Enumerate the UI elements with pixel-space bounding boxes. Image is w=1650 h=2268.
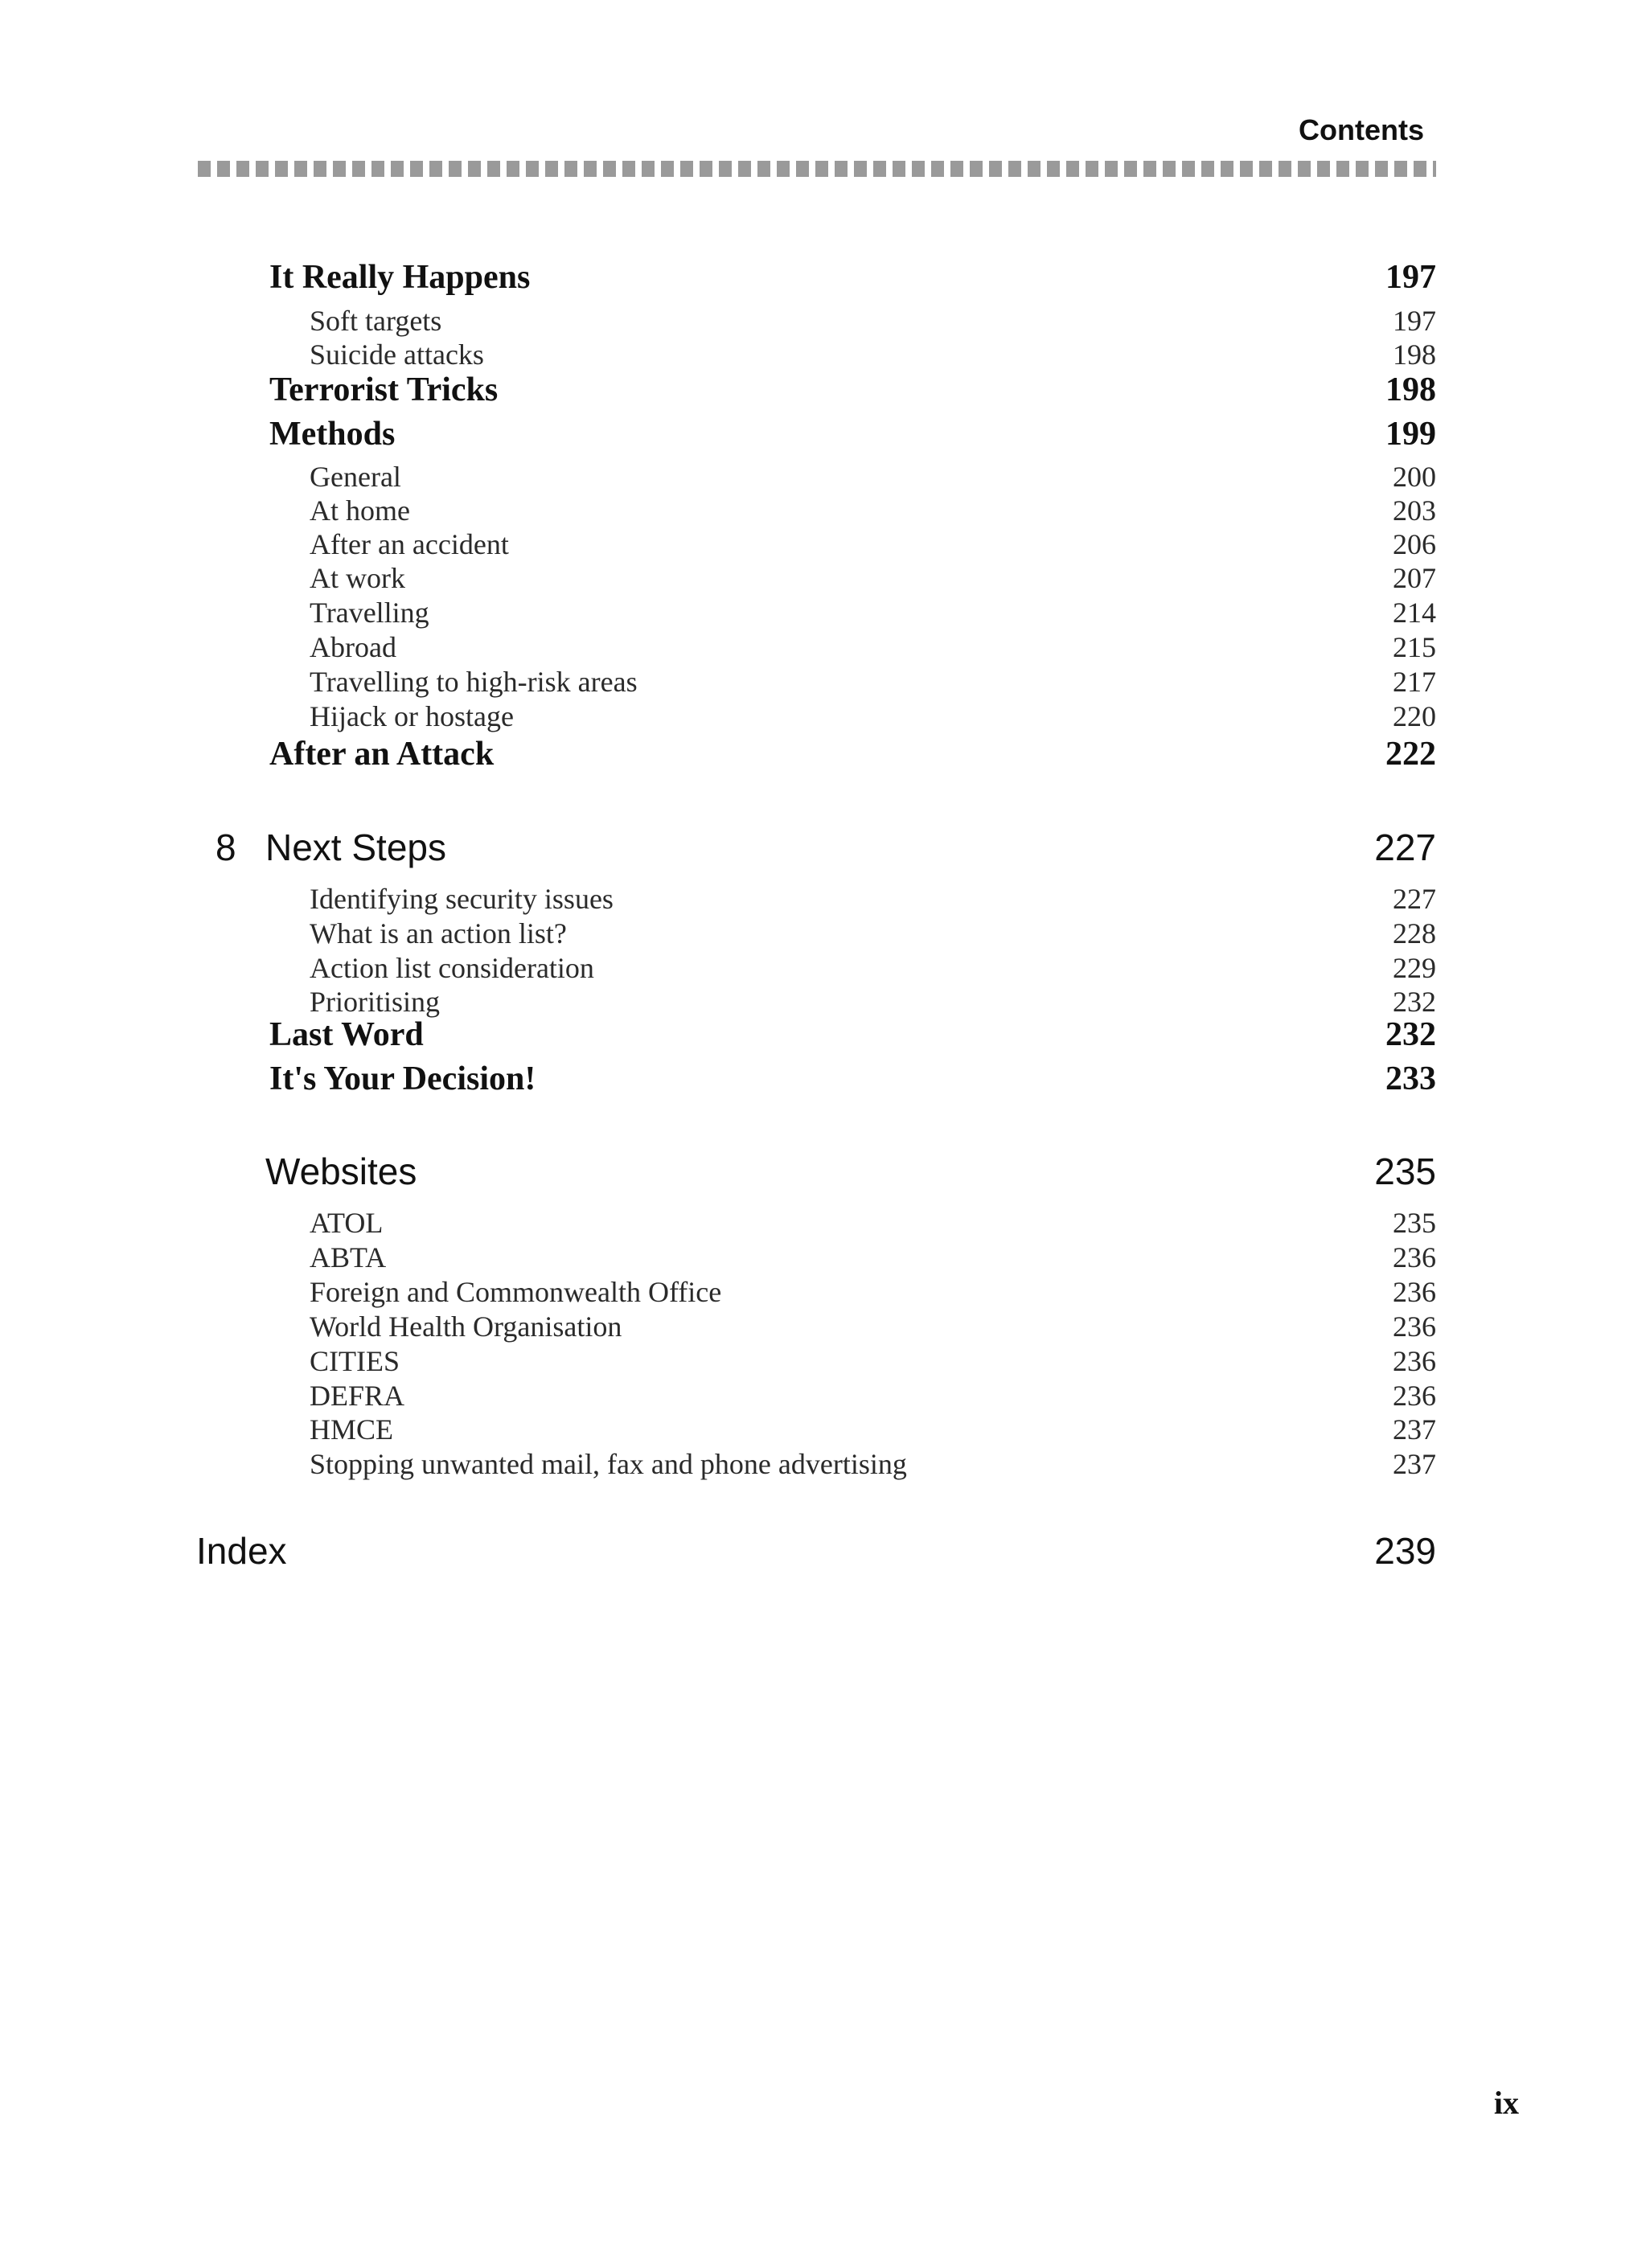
toc-entry-page: 233 [1385, 1060, 1436, 1097]
toc-entry-page: 198 [1393, 338, 1436, 371]
toc-entry-title: Hijack or hostage [310, 700, 514, 732]
toc-entry-page: 232 [1385, 1016, 1436, 1053]
toc-index-title: Index [196, 1530, 287, 1572]
toc-entry-page: 236 [1393, 1380, 1436, 1412]
toc-entry-page: 197 [1393, 305, 1436, 337]
toc-entry-title: Suicide attacks [310, 338, 484, 371]
toc-entry-page: 222 [1385, 736, 1436, 773]
toc-entry-title: Stopping unwanted mail, fax and phone advertising [310, 1448, 907, 1480]
toc-entry-page: 207 [1393, 562, 1436, 594]
running-header-title: Contents [1299, 113, 1424, 146]
toc-entry-title: Action list consideration [310, 952, 594, 984]
toc-entry-page: 235 [1393, 1207, 1436, 1239]
toc-entry-page: 200 [1393, 461, 1436, 493]
decorative-dotted-rule [198, 161, 1436, 177]
toc-entry-title: HMCE [310, 1413, 394, 1446]
toc-entry-title: At home [310, 494, 410, 527]
toc-chapter-title: Websites [265, 1150, 417, 1192]
toc-entry-title: Methods [269, 416, 396, 453]
toc-entry-page: 235 [1374, 1150, 1436, 1192]
toc-entry-title: It's Your Decision! [269, 1060, 536, 1097]
toc-entry-page: 227 [1374, 826, 1436, 868]
toc-chapter-title: Next Steps [265, 826, 446, 868]
toc-entry-title: Abroad [310, 631, 396, 663]
toc-entry-title: DEFRA [310, 1380, 405, 1412]
toc-entry-page: 229 [1393, 952, 1436, 984]
toc-entry-title: At work [310, 562, 405, 594]
toc-entry-page: 239 [1374, 1530, 1436, 1572]
toc-entry-page: 199 [1385, 416, 1436, 453]
toc-entry-page: 237 [1393, 1448, 1436, 1480]
folio-page-number: ix [1493, 2085, 1519, 2121]
toc-entry-title: Prioritising [310, 986, 441, 1018]
toc-entry-title: It Really Happens [269, 259, 531, 296]
toc-entry-page: 217 [1393, 666, 1436, 698]
toc-entry-page: 227 [1393, 883, 1436, 915]
toc-entry-page: 236 [1393, 1310, 1436, 1343]
toc-entry-title: What is an action list? [310, 917, 567, 949]
toc-entry-title: After an accident [310, 528, 509, 560]
toc-entry-page: 214 [1393, 597, 1436, 629]
toc-entry-title: Foreign and Commonwealth Office [310, 1276, 722, 1308]
toc-entry-title: ATOL [310, 1207, 384, 1239]
toc-entry-page: 206 [1393, 528, 1436, 560]
toc-entry-page: 228 [1393, 917, 1436, 949]
toc-entry-page: 236 [1393, 1276, 1436, 1308]
toc-entry-page: 198 [1385, 371, 1436, 408]
toc-entry-title: General [310, 461, 401, 493]
toc-entry-title: Travelling [310, 597, 429, 629]
toc-entry-title: Travelling to high-risk areas [310, 666, 638, 698]
toc-entry-title: Soft targets [310, 305, 442, 337]
toc-entry-page: 203 [1393, 494, 1436, 527]
toc-entry-title: World Health Organisation [310, 1310, 622, 1343]
toc-entry-title: Terrorist Tricks [269, 371, 499, 408]
chapter-number: 8 [215, 826, 236, 868]
toc-entry-page: 236 [1393, 1241, 1436, 1273]
toc-entry-page: 237 [1393, 1413, 1436, 1446]
toc-entry-page: 197 [1385, 259, 1436, 296]
toc-entry-page: 232 [1393, 986, 1436, 1018]
toc-entry-title: Identifying security issues [310, 883, 614, 915]
toc-entry-title: CITIES [310, 1345, 400, 1377]
toc-entry-title: Last Word [269, 1016, 424, 1053]
toc-entry-title: After an Attack [269, 736, 495, 773]
toc-entry-page: 215 [1393, 631, 1436, 663]
toc-entry-page: 220 [1393, 700, 1436, 732]
toc-entry-page: 236 [1393, 1345, 1436, 1377]
toc-entry-title: ABTA [310, 1241, 387, 1273]
